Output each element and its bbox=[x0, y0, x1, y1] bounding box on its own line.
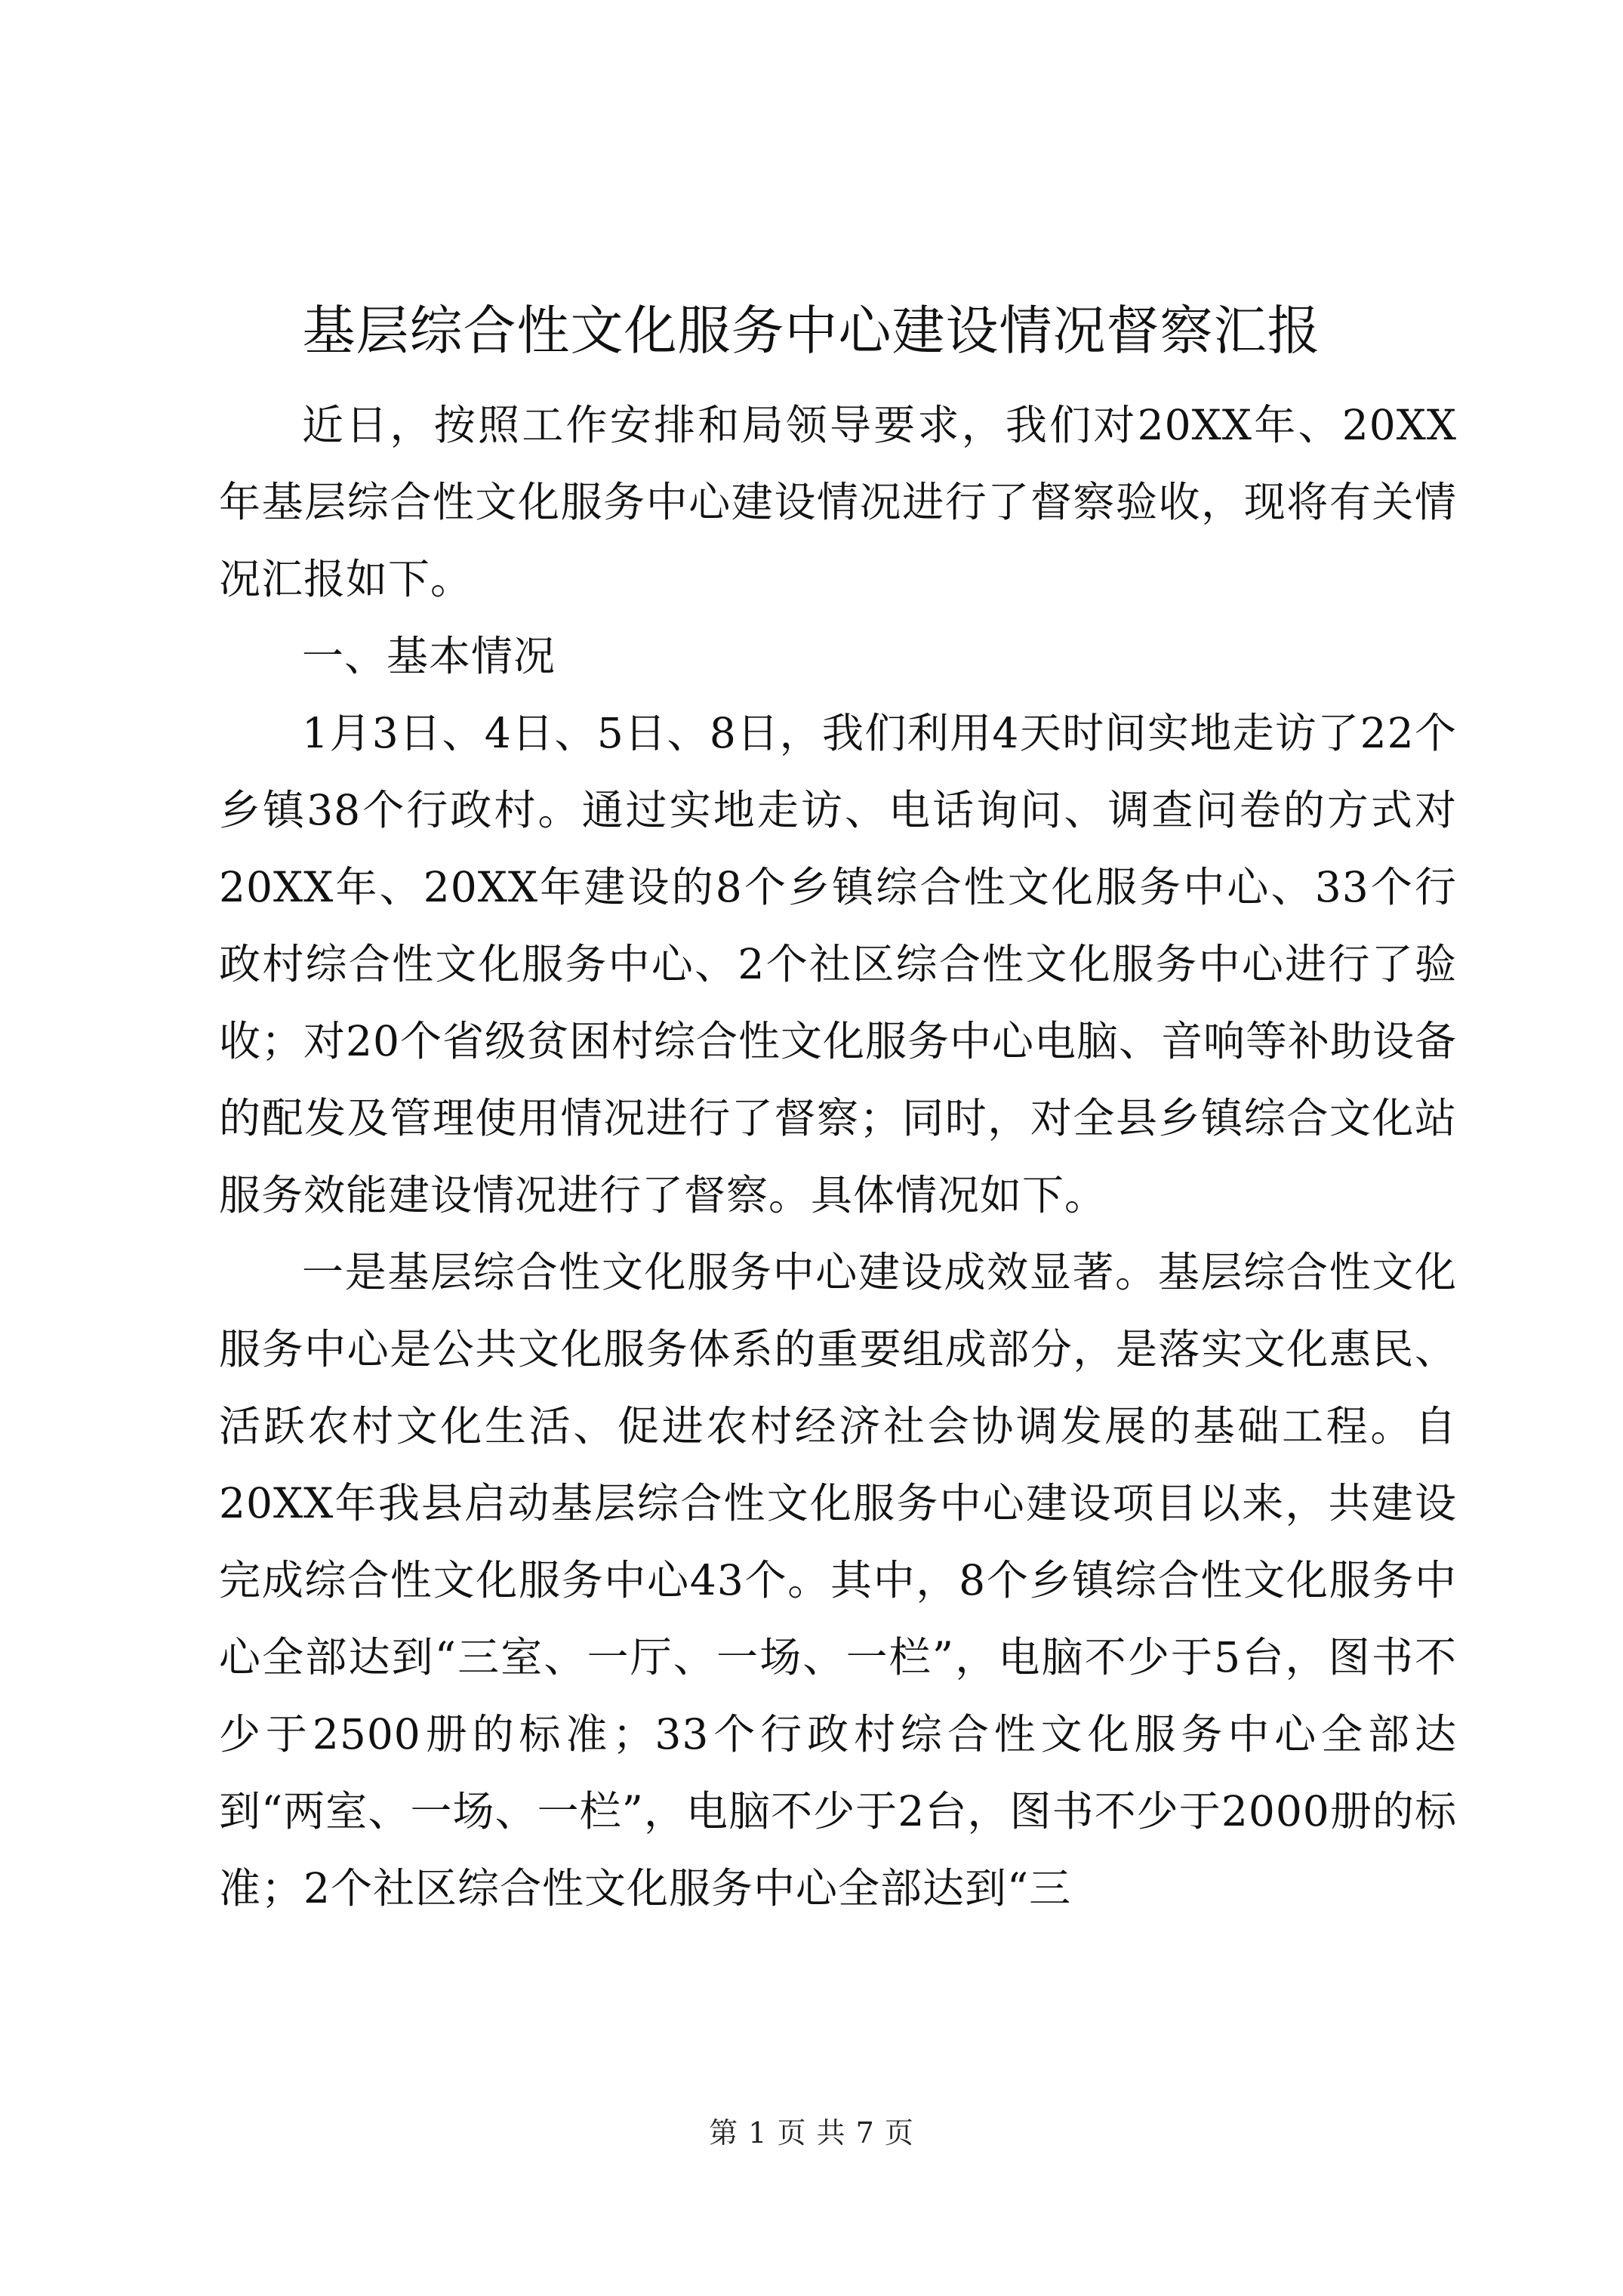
section-heading-basic-situation: 一、基本情况 bbox=[302, 632, 556, 680]
page-footer: 第 1 页 共 7 页 bbox=[709, 2116, 914, 2150]
document-body bbox=[219, 387, 1457, 1927]
paragraph-visit-details: 1月3日、4日、5日、8日，我们利用4天时间实地走访了22个乡镇38个行政村。通过实地走访、电话询问、调查问卷的方式对20XX年、20XX年建设的8个乡镇综合性文化服务中心、33个行政村综合性文化服务中心、2个社区综合性文化服务中心进行了验收；对20个省级贫困村综合性文化服务中心电脑、音响等补助设备的配发及管理使用情况进行了督察；同时，对全县乡镇综合文化站服务效能建设情况进行了督察。具体情况如下。 bbox=[219, 709, 1457, 1219]
paragraph-achievements: 一是基层综合性文化服务中心建设成效显著。基层综合性文化服务中心是公共文化服务体系的重要组成部分，是落实文化惠民、活跃农村文化生活、促进农村经济社会协调发展的基础工程。自20XX年我县启动基层综合性文化服务中心建设项目以来，共建设完成综合性文化服务中心43个。其中，8个乡镇综合性文化服务中心全部达到“三室、一厅、一场、一栏”，电脑不少于5台，图书不少于2500册的标准；33个行政村综合性文化服务中心全部达到“两室、一场、一栏”，电脑不少于2台，图书不少于2000册的标准；2个社区综合性文化服务中心全部达到“三 bbox=[219, 1248, 1457, 1912]
paragraph-intro: 近日，按照工作安排和局领导要求，我们对20XX年、20XX年基层综合性文化服务中心建设情况进行了督察验收，现将有关情况汇报如下。 bbox=[219, 401, 1457, 603]
document-title: 基层综合性文化服务中心建设情况督察汇报 bbox=[302, 300, 1321, 362]
